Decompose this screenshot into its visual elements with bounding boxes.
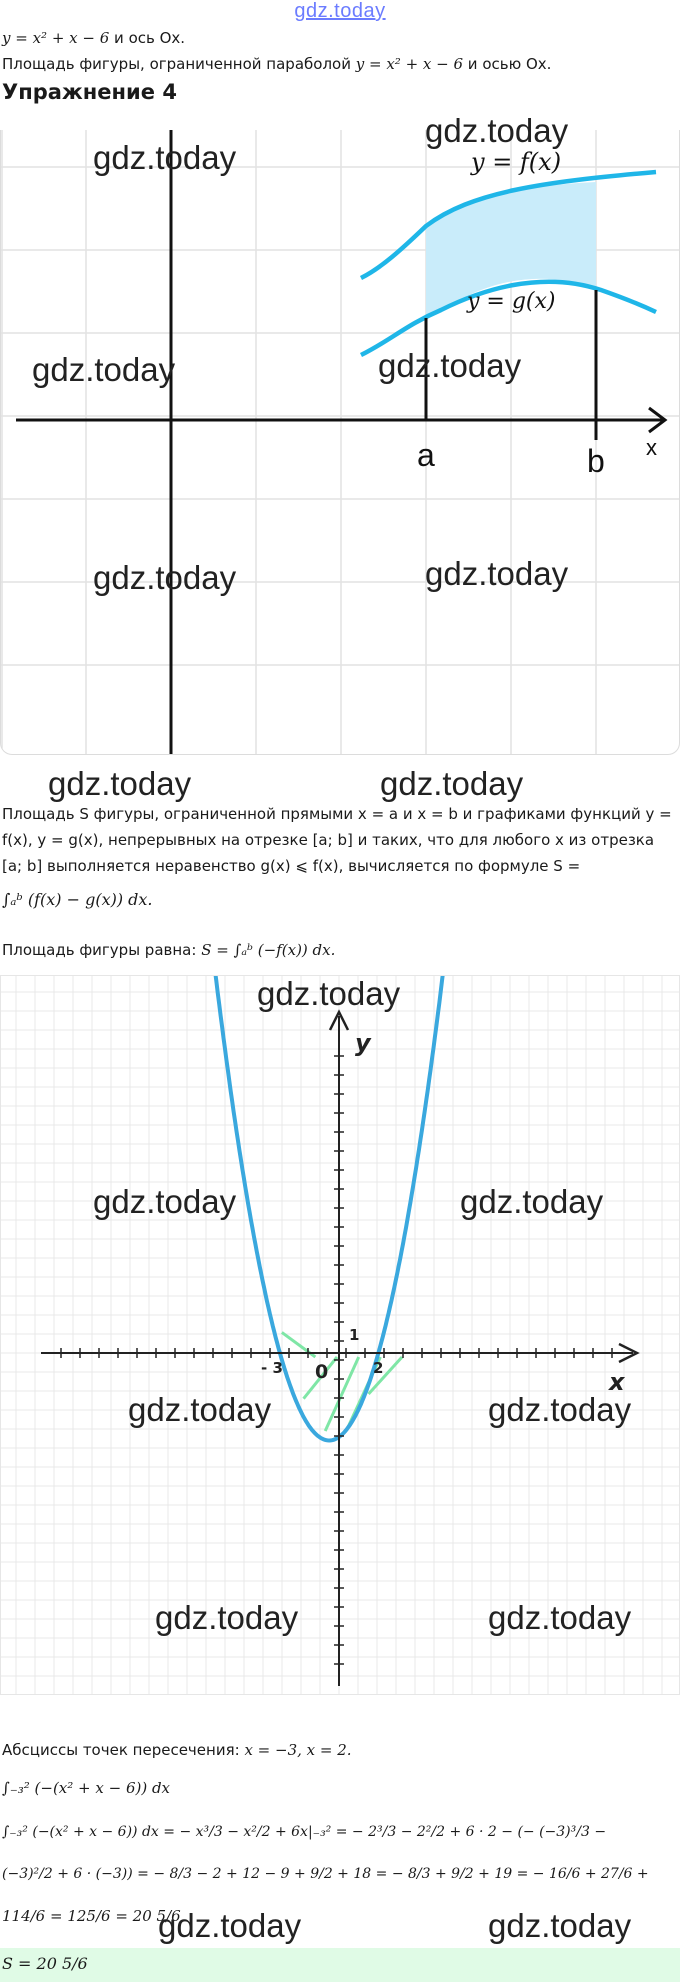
- intro-line-1-math: y = x² + x − 6: [2, 29, 110, 47]
- intersection-math: x = −3, x = 2.: [244, 1741, 352, 1759]
- tick-label-1: 1: [349, 1326, 360, 1344]
- parabola-svg: [1, 976, 680, 1695]
- intro-line-1: [2, 26, 185, 50]
- watermark: gdz.today: [155, 1599, 299, 1636]
- watermark: gdz.today: [32, 351, 176, 388]
- watermark: gdz.today: [48, 765, 192, 802]
- theory-line-2: f(x), y = g(x), непрерывных на отрезке [a; b] и таких, что для любого x из отрезка: [2, 831, 655, 849]
- watermark: gdz.today: [425, 555, 569, 592]
- label-x: x: [646, 435, 657, 460]
- watermark: gdz.today: [488, 1391, 632, 1428]
- watermark: gdz.today: [93, 1183, 237, 1220]
- intro-line-2-text: Площадь фигуры, ограниченной параболой: [2, 55, 351, 73]
- answer-box: [0, 1948, 680, 1982]
- calculation-line-3: 114/6 = 125/6 = 20 5/6: [2, 1907, 181, 1925]
- label-g: y = g(x): [467, 289, 556, 314]
- area-statement-text: Площадь фигуры равна:: [2, 941, 197, 959]
- intersection-statement: [2, 1738, 352, 1762]
- graph-paper-grid: [1, 976, 680, 1695]
- axis-label-y: y: [355, 1029, 371, 1057]
- watermark: gdz.today: [93, 559, 237, 596]
- label-f: y = f(x): [471, 148, 562, 176]
- intro-line-2-tail: и осью Ox.: [467, 55, 552, 73]
- theory-line-1: Площадь S фигуры, ограниченной прямыми x = a и x = b и графиками функций y =: [2, 805, 672, 823]
- watermark: gdz.today: [460, 1183, 604, 1220]
- intro-line-2: [2, 52, 551, 76]
- intersection-text: Абсциссы точек пересечения:: [2, 1741, 240, 1759]
- tick-label-minus-3: - 3: [261, 1359, 283, 1377]
- watermark: gdz.today: [380, 765, 524, 802]
- watermark: gdz.today: [93, 139, 237, 176]
- area-statement-math: S = ∫ₐᵇ (−f(x)) dx.: [201, 941, 336, 959]
- intro-line-1-text: и ось Ox.: [114, 29, 186, 47]
- watermark: gdz.today: [158, 1907, 302, 1944]
- calculation-line-1: ∫₋₃² (−(x² + x − 6)) dx = − x³/3 − x²/2 + 6x|₋₃² = − 2³/3 − 2²/2 + 6 · 2 − (− (−3)³/3 −: [2, 1824, 607, 1840]
- label-b: b: [587, 443, 605, 479]
- integral-setup: ∫₋₃² (−(x² + x − 6)) dx: [2, 1779, 171, 1797]
- axis-label-x: x: [609, 1368, 625, 1396]
- hatched-area: [282, 1332, 402, 1431]
- theory-line-3: [a; b] выполняется неравенство g(x) ⩽ f(x), вычисляется по формуле S =: [2, 857, 581, 875]
- site-title-link[interactable]: gdz.today: [294, 0, 386, 22]
- parabola-figure: [0, 975, 680, 1695]
- label-a: a: [417, 437, 435, 473]
- area-between-curves-svg: [1, 130, 680, 755]
- calculation-line-2: (−3)²/2 + 6 · (−3)) = − 8/3 − 2 + 12 − 9 + 9/2 + 18 = − 8/3 + 9/2 + 19 = − 16/6 + 27/6 +: [2, 1866, 649, 1882]
- watermark: gdz.today: [425, 112, 569, 149]
- answer-text: S = 20 5/6: [2, 1954, 88, 1973]
- watermark: gdz.today: [488, 1599, 632, 1636]
- area-between-curves-figure: [0, 130, 680, 755]
- watermark: gdz.today: [257, 975, 401, 1012]
- watermark: gdz.today: [128, 1391, 272, 1428]
- area-statement: [2, 938, 335, 962]
- tick-label-0: 0: [315, 1361, 329, 1383]
- theory-formula: ∫ₐᵇ (f(x) − g(x)) dx.: [2, 890, 153, 909]
- watermark: gdz.today: [488, 1907, 632, 1944]
- exercise-heading: Упражнение 4: [2, 80, 177, 104]
- tick-label-2: 2: [373, 1359, 384, 1377]
- watermark: gdz.today: [378, 347, 522, 384]
- intro-line-2-math: y = x² + x − 6: [355, 55, 464, 73]
